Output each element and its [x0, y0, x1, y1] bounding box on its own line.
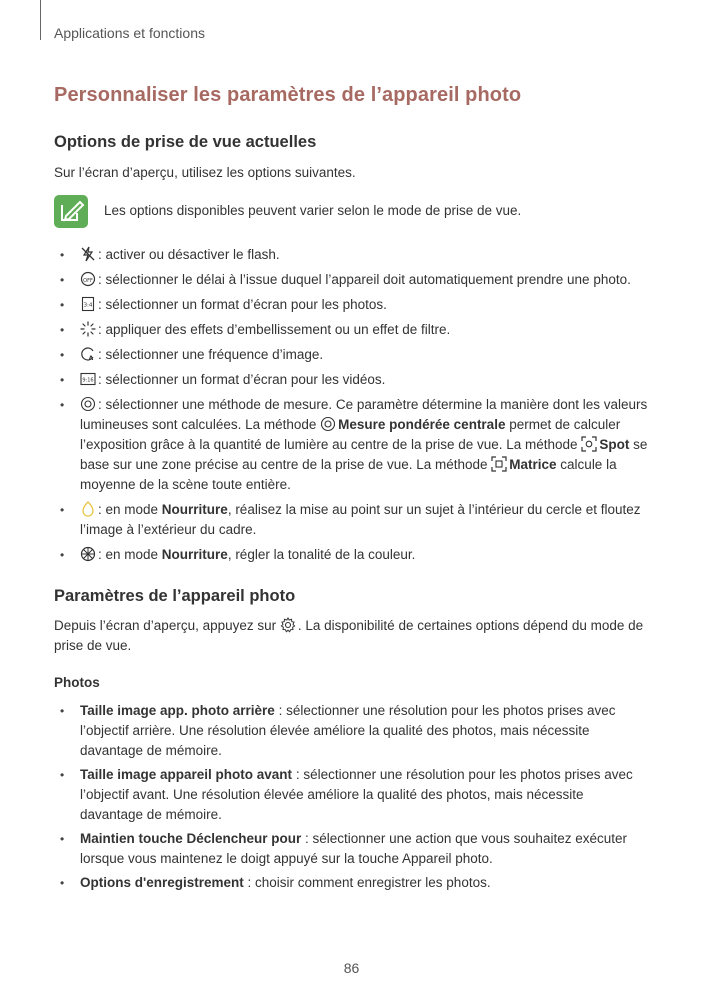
list-item: • 9:16 : sélectionner un format d’écran pour les vidéos. — [60, 372, 386, 387]
current-options-list — [54, 245, 654, 570]
rear-photo-size-label: Taille image app. photo arrière — [80, 703, 275, 718]
list-item: • : sélectionner une méthode de mesure. Ce paramètre détermine la manière dont les valeurs lumineuses sont calculées. La méthode Mesure pondérée centrale permet de calculer l’exposition grâce à la quantité de lumière au centre de la prise de vue. La méthode Spot se base sur une zone précise au centre de la prise de vue. La méthode Matrice calcule la moyenne de la scène toute entière. — [60, 397, 648, 492]
rear-photo-size-text: : sélectionner une résolution pour les photos prises avec l’objectif arrière. Une résolution élevée améliore la qualité des photos, mais nécessite davantage de mémoire. — [80, 703, 616, 758]
list-item: • : activer ou désactiver le flash. — [60, 247, 280, 262]
list-item: • Maintien touche Déclencheur pour : sélectionner une action que vous souhaitez exécuter lorsque vous maintenez le doigt appuyé sur la touche Appareil photo. — [60, 831, 627, 866]
metering-icon — [80, 396, 96, 412]
current-options-heading: Options de prise de vue actuelles — [54, 133, 317, 151]
list-item: • A : sélectionner une fréquence d’image. — [60, 347, 324, 362]
note-pencil-icon — [54, 195, 88, 228]
frame-rate-text: : sélectionner une fréquence d’image. — [98, 347, 324, 362]
center-weighted-icon — [320, 416, 336, 432]
settings-heading: Paramètres de l’appareil photo — [54, 587, 296, 605]
flash-text: : activer ou désactiver le flash. — [98, 247, 280, 262]
gear-icon — [280, 617, 296, 633]
list-item: • : en mode Nourriture, régler la tonalité de la couleur. — [60, 547, 416, 562]
frame-rate-icon-label: A — [88, 355, 94, 362]
settings-intro-b: . La disponibilité de certaines options dépend du mode de prise de vue. — [54, 618, 644, 653]
video-ratio-icon-label: 9:16 — [82, 377, 94, 384]
food-color-text-1: : en mode — [98, 547, 162, 562]
ratio-photo-text: : sélectionner un format d’écran pour les photos. — [98, 297, 387, 312]
save-options-label: Options d'enregistrement — [80, 875, 244, 890]
timer-text: : sélectionner le délai à l’issue duquel l’appareil doit automatiquement prendre une photo. — [98, 272, 631, 287]
note-box — [54, 195, 654, 231]
list-item: • : en mode Nourriture, réalisez la mise au point sur un sujet à l’intérieur du cercle et floutez l’image à l’extérieur du cadre. — [60, 502, 641, 537]
settings-intro — [54, 616, 654, 656]
section-label: Applications et fonctions — [54, 25, 205, 41]
list-item: • : appliquer des effets d’embellissement ou un effet de filtre. — [60, 322, 451, 337]
metering-text-1: : sélectionner une méthode de mesure. Ce paramètre détermine la manière dont les valeurs lumineuses sont calculées. La méthode — [80, 397, 648, 432]
video-ratio-icon — [80, 371, 96, 387]
timer-off-icon — [80, 271, 96, 287]
front-photo-size-label: Taille image appareil photo avant — [80, 767, 293, 782]
timer-icon-label: OFF — [83, 278, 93, 284]
photo-ratio-icon — [80, 296, 96, 312]
flash-off-icon — [80, 246, 96, 262]
frame-rate-icon — [80, 346, 96, 362]
photo-ratio-icon-label: 3:4 — [83, 302, 93, 309]
photos-subheading: Photos — [54, 675, 100, 690]
note-text: Les options disponibles peuvent varier selon le mode de prise de vue. — [104, 203, 522, 218]
sparkle-effects-icon — [80, 321, 96, 337]
center-weighted-label: Mesure pondérée centrale — [338, 417, 506, 432]
food-mode-label-2: Nourriture — [161, 547, 228, 562]
spot-icon — [581, 436, 597, 452]
list-item: • Taille image app. photo arrière : sélectionner une résolution pour les photos prises avec l’objectif arrière. Une résolution élevée améliore la qualité des photos, mais nécessite davantage de mémoire. — [60, 703, 616, 758]
settings-intro-a: Depuis l’écran d’aperçu, appuyez sur — [54, 618, 280, 633]
ratio-video-text: : sélectionner un format d’écran pour les vidéos. — [98, 372, 386, 387]
food-mode-label: Nourriture — [161, 502, 228, 517]
effects-text: : appliquer des effets d’embellissement ou un effet de filtre. — [98, 322, 451, 337]
settings-list — [54, 701, 649, 898]
food-focus-text-2: , réalisez la mise au point sur un sujet à l’intérieur du cercle et floutez l’image à l’extérieur du cadre. — [80, 502, 641, 537]
list-item: • Options d'enregistrement : choisir comment enregistrer les photos. — [60, 875, 491, 890]
food-color-text-2: , régler la tonalité de la couleur. — [227, 547, 416, 562]
save-options-text: : choisir comment enregistrer les photos. — [243, 875, 491, 890]
color-tone-icon — [80, 546, 96, 562]
matrix-label: Matrice — [509, 457, 557, 472]
metering-text-2: permet de calculer l’exposition grâce à la quantité de lumière au centre de la prise de vue. La méthode — [80, 417, 621, 452]
metering-text-4: calcule la moyenne de la scène toute entière. — [80, 457, 617, 492]
list-item: • Taille image appareil photo avant : sélectionner une résolution pour les photos prises avec l’objectif avant. Une résolution élevée améliore la qualité des photos, mais nécessite davantage de mémoire. — [60, 767, 633, 822]
shutter-hold-text: : sélectionner une action que vous souhaitez exécuter lorsque vous maintenez le doigt appuyé sur la touche Appareil photo. — [80, 831, 627, 866]
shutter-hold-label: Maintien touche Déclencheur pour — [80, 831, 302, 846]
food-focus-text-1: : en mode — [98, 502, 162, 517]
list-item: • 3:4 : sélectionner un format d’écran pour les photos. — [60, 297, 387, 312]
spot-label: Spot — [599, 437, 630, 452]
matrix-icon — [491, 456, 507, 472]
food-focus-icon — [80, 501, 96, 517]
current-options-intro: Sur l’écran d’aperçu, utilisez les options suivantes. — [54, 165, 356, 180]
list-item: • OFF : sélectionner le délai à l’issue duquel l’appareil doit automatiquement prendre une photo. — [60, 272, 631, 287]
page-number: 86 — [343, 960, 360, 976]
front-photo-size-text: : sélectionner une résolution pour les photos prises avec l’objectif avant. Une résolution élevée améliore la qualité des photos, mais nécessite davantage de mémoire. — [80, 767, 633, 822]
header-rule — [40, 0, 41, 40]
metering-text-3: se base sur une zone précise au centre de la prise de vue. La méthode — [80, 437, 648, 472]
page-title: Personnaliser les paramètres de l’appareil photo — [54, 84, 522, 106]
